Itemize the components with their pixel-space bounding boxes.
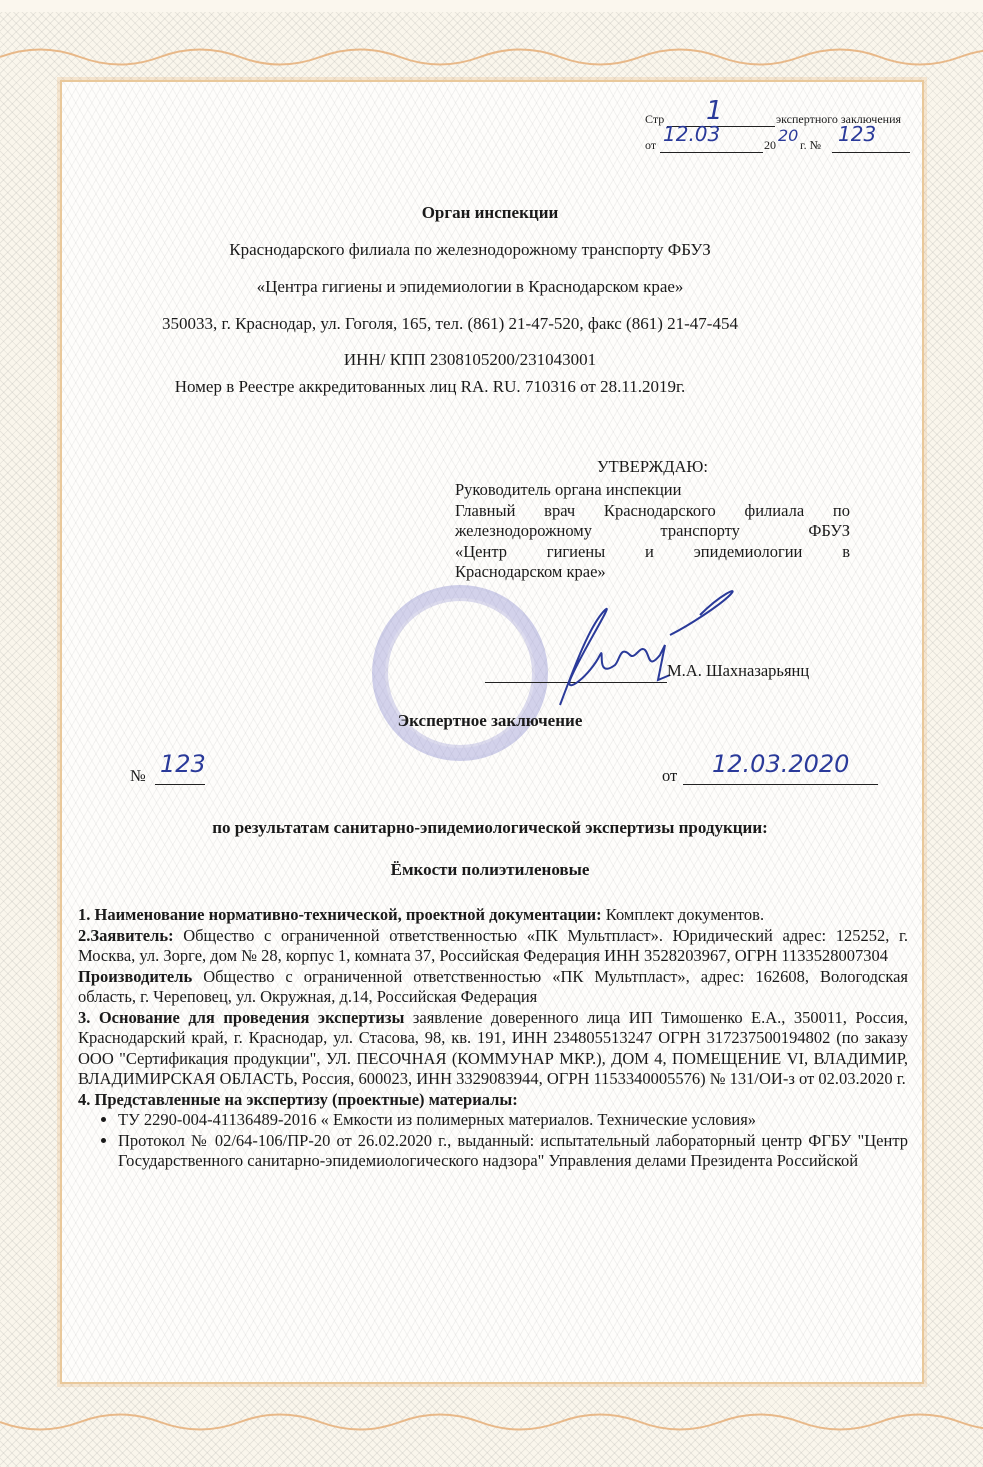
page-number-handwritten: 1 xyxy=(706,96,723,126)
materials-list-item: • ТУ 2290-004-41136489-2016 « Емкости из полимерных материалов. Технические условия» xyxy=(118,1110,908,1131)
signature-image xyxy=(520,585,750,720)
section-3: 3. Основание для проведения экспертизы заявление доверенного лица ИП Тимошенко Е.А., 350011, Россия, Краснодарский край, г. Краснодар, ул. Стасова, 98, кв. 191, ИНН 234805513247 ОГРН 317237500194802 (по заказу ООО "Сертификация продукции", УЛ. ПЕСОЧНАЯ (КОММУНАР МКР.), ДОМ 4, ПОМЕЩЕНИЕ VI, ВЛАДИМИР, ВЛАДИМИРСКАЯ ОБЛАСТЬ, Россия, 600023, ИНН 3329083944, ОГРН 1153340005576) № 131/ОИ-з от 02.03.2020 г. xyxy=(78,1007,908,1088)
approval-line4: «Центр гигиены и эпидемиологии в xyxy=(455,541,850,561)
section-2: 2.Заявитель: Общество с ограниченной ответственностью «ПК Мультпласт». Юридический адрес: 125252, г. Москва, ул. Зорге, дом № 28, корпус 1, комната 37, Российская Федерация ИНН 3528203967, ОГРН 1133528007304 xyxy=(78,925,908,965)
organization-title: Орган инспекции xyxy=(421,203,559,222)
page-suffix: экспертного заключения xyxy=(776,112,902,126)
organization-registry: Номер в Реестре аккредитованных лиц RA. RU. 710316 от 28.11.2019г. xyxy=(174,377,686,396)
page-label: Стр xyxy=(645,112,665,126)
wave-ornament-top xyxy=(0,42,983,72)
date-handwritten: 12.03 xyxy=(663,122,721,146)
approval-line5: Краснодарском крае» xyxy=(455,562,606,581)
approval-line1: Руководитель органа инспекции xyxy=(455,480,682,499)
wave-ornament-bottom xyxy=(0,1407,983,1437)
approval-heading: УТВЕРЖДАЮ: xyxy=(597,457,708,476)
year-suffix: г. № xyxy=(800,138,822,152)
approval-line3: железнодорожному транспорту ФБУЗ xyxy=(455,521,850,540)
section-producer: Производитель Общество с ограниченной ответственностью «ПК Мультпласт», адрес: 162608, Вологодская область, г. Череповец, ул. Окружная, д.14, Российская Федерация xyxy=(78,966,908,1006)
materials-list-item: • Протокол № 02/64-106/ПР-20 от 26.02.2020 г., выданный: испытательный лабораторный центр ФГБУ "Центр Государственного санитарно-эпидемиологического надзора" Управления делами Президента Российской xyxy=(118,1131,908,1172)
conclusion-number-label: № xyxy=(130,766,146,785)
year-handwritten: 20 xyxy=(778,126,799,145)
conclusion-subtitle: по результатам санитарно-эпидемиологической экспертизы продукции: xyxy=(212,818,768,837)
organization-inn-kpp: ИНН/ КПП 2308105200/231043001 xyxy=(343,350,597,369)
materials-list xyxy=(78,1110,908,1172)
organization-line1: Краснодарского филиала по железнодорожному транспорту ФБУЗ xyxy=(229,240,711,259)
conclusion-number-handwritten: 123 xyxy=(160,750,206,778)
conclusion-date-handwritten: 12.03.2020 xyxy=(712,750,850,778)
number-handwritten: 123 xyxy=(838,122,877,146)
section-1: 1. Наименование нормативно-технической, проектной документации: Комплект документов. xyxy=(78,905,765,924)
conclusion-title: Экспертное заключение xyxy=(397,711,583,730)
organization-line2: «Центра гигиены и эпидемиологии в Краснодарском крае» xyxy=(256,277,684,296)
section-4: 4. Представленные на экспертизу (проектные) материалы: xyxy=(78,1089,518,1109)
conclusion-date-label: от xyxy=(662,766,678,785)
product-name: Ёмкости полиэтиленовые xyxy=(390,860,590,879)
date-prefix: от xyxy=(645,138,657,152)
organization-address: 350033, г. Краснодар, ул. Гоголя, 165, тел. (861) 21-47-520, факс (861) 21-47-454 xyxy=(162,314,738,333)
year-prefix: 20 xyxy=(764,138,776,152)
signatory-name: М.А. Шахназарьянц xyxy=(667,661,810,680)
conclusion-body xyxy=(78,905,908,1172)
approval-line2: Главный врач Краснодарского филиала по xyxy=(455,500,850,520)
